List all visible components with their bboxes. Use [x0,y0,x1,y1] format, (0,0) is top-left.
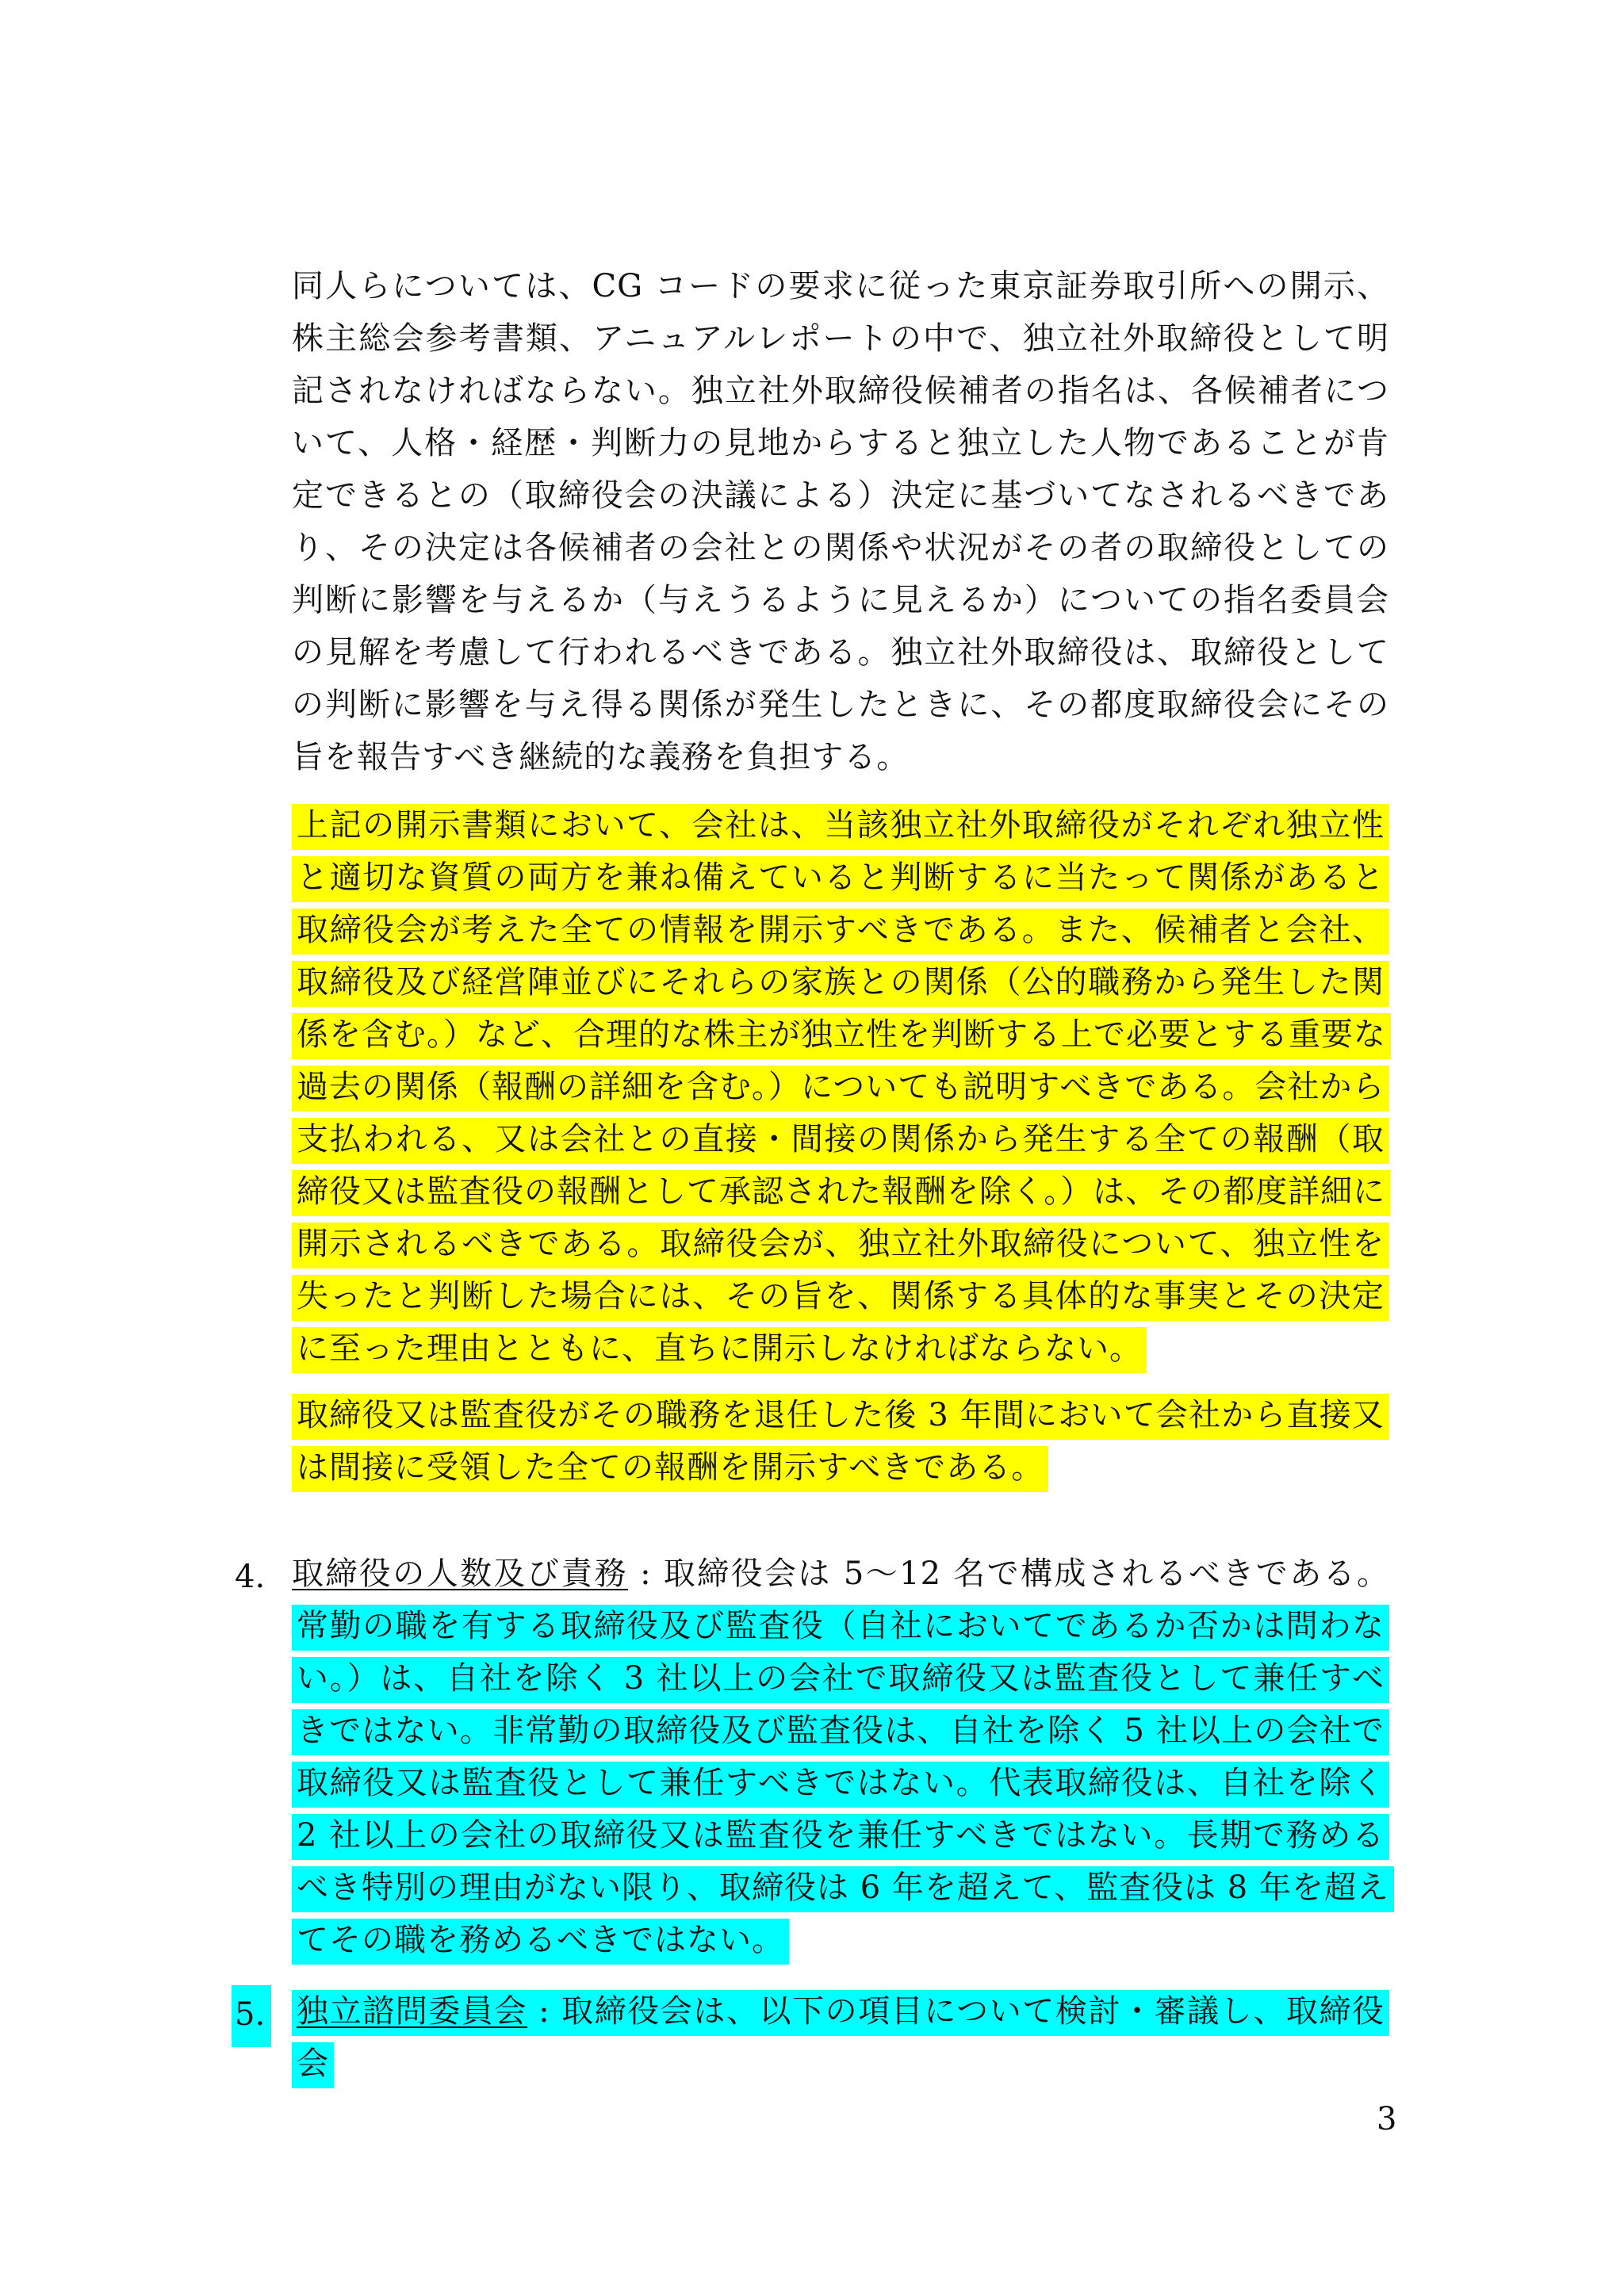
page-number: 3 [1377,2101,1397,2137]
cyan-highlighted-text: 常勤の職を有する取締役及び監査役（自社においてであるか否かは問わない。）は、自社を除く 3 社以上の会社で取締役又は監査役として兼任すべきではない。非常勤の取締役及び監査役は、自社を除く 5 社以上の会社で取締役又は監査役として兼任すべきではない。代表取締役は、自社を除く 2 社以上の会社の取締役又は監査役を兼任すべきではない。長期で務めるべき特別の理由がない限り、取締役は 6 年を超えて、監査役は 8 年を超えてその職を務めるべきではない。 [292,1605,1394,1965]
item-heading: 独立諮問委員会 [297,1993,528,2030]
item-board-size-and-duties [292,1548,1389,1966]
heading-separator: : [628,1556,664,1592]
paragraph-retirement-compensation [292,1389,1389,1494]
paragraph-independent-directors [292,260,1389,783]
cyan-highlighted-text [292,1990,1389,2088]
yellow-highlighted-text: 上記の開示書類において、会社は、当該独立社外取締役がそれぞれ独立性と適切な資質の両方を兼ね備えていると判断するに当たって関係があると取締役会が考えた全ての情報を開示すべきである。また、候補者と会社、取締役及び経営陣並びにそれらの家族との関係（公的職務から発生した関係を含む。）など、合理的な株主が独立性を判断する上で必要とする重要な過去の関係（報酬の詳細を含む。）についても説明すべきである。会社から支払われる、又は会社との直接・間接の関係から発生する全ての報酬（取締役又は監査役の報酬として承認された報酬を除く。）は、その都度詳細に開示されるべきである。取締役会が、独立社外取締役について、独立性を失ったと判断した場合には、その旨を、関係する具体的な事実とその決定に至った理由とともに、直ちに開示しなければならない。 [292,804,1391,1373]
paragraph-disclosure-documents [292,799,1389,1375]
paragraph-text: 同人らについては、CG コードの要求に従った東京証券取引所への開示、株主総会参考書類、アニュアルレポートの中で、独立社外取締役として明記されなければならない。独立社外取締役候補者の指名は、各候補者について、人格・経歴・判断力の見地からすると独立した人物であることが肯定できるとの（取締役会の決議による）決定に基づいてなされるべきであり、その決定は各候補者の会社との関係や状況がその者の取締役としての判断に影響を与えるか（与えうるように見えるか）についての指名委員会の見解を考慮して行われるべきである。独立社外取締役は、取締役としての判断に影響を与え得る関係が発生したときに、その都度取締役会にその旨を報告すべき継続的な義務を負担する。 [292,268,1389,775]
heading-separator: : [527,1993,562,2030]
item-text: 取締役会は、以下の項目について検討・審議し、取締役会 [297,1993,1385,2082]
item-heading: 取締役の人数及び責務 [292,1556,629,1592]
yellow-highlighted-text: 取締役又は監査役がその職務を退任した後 3 年間において会社から直接又は間接に受領した全ての報酬を開示すべきである。 [292,1394,1389,1492]
item-lead-text: 取締役会は 5～12 名で構成されるべきである。 [663,1556,1390,1592]
item-number-4: 4. [235,1559,266,1595]
item-number-5: 5. [232,1985,271,2047]
item-independent-advisory-committee [292,1985,1389,2090]
